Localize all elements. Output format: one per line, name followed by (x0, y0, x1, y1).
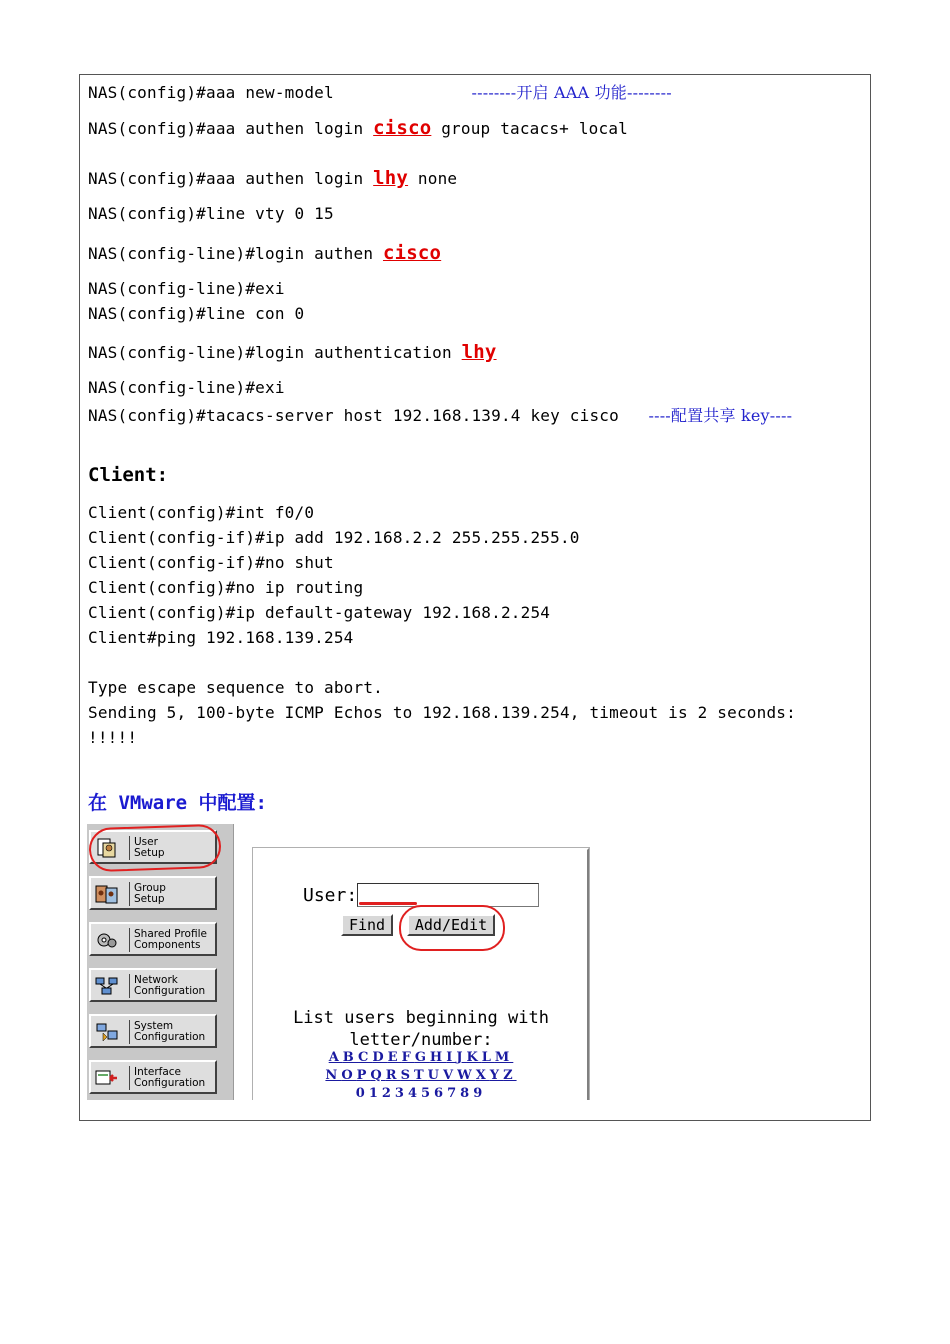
sidebar-label: Components (134, 939, 201, 951)
letter-link[interactable]: 5 (421, 1086, 435, 1100)
group-setup-button[interactable] (89, 876, 217, 910)
letter-link[interactable]: B (342, 1050, 359, 1065)
client-line: Client(config)#int f0/0 (88, 503, 315, 522)
letter-link[interactable]: D (372, 1050, 388, 1065)
letter-link[interactable]: Q (370, 1068, 386, 1083)
nas-line-7: NAS(config)#line con 0 (88, 304, 305, 323)
interface-configuration-button[interactable] (89, 1060, 217, 1094)
nas-line-10: NAS(config)#tacacs-server host 192.168.139.4 key cisco ----配置共享 key---- (88, 406, 793, 425)
aaa-note: --------开启 AAA 功能-------- (471, 83, 672, 102)
letter-link[interactable]: 7 (447, 1086, 461, 1100)
user-label: User: (303, 885, 358, 906)
client-line: Client#ping 192.168.139.254 (88, 628, 354, 647)
annotation-stroke (359, 902, 417, 905)
nas-line-2: NAS(config)#aaa authen login cisco group tacacs+ local (88, 117, 629, 139)
list-users-title: List users beginning with (293, 1008, 549, 1028)
letter-link[interactable]: K (466, 1050, 482, 1065)
nas-line-8: NAS(config-line)#login authentication lhy (88, 341, 497, 363)
ping-output: Type escape sequence to abort. (88, 678, 383, 697)
letter-link[interactable]: M (494, 1050, 514, 1065)
nas-line-4: NAS(config)#line vty 0 15 (88, 204, 334, 223)
highlight-lhy: lhy (373, 167, 409, 189)
client-line: Client(config)#ip default-gateway 192.168.2.254 (88, 603, 551, 622)
letter-link[interactable]: T (413, 1068, 428, 1083)
network-icon (95, 975, 119, 997)
letter-link[interactable]: L (481, 1050, 495, 1065)
ping-output: !!!!! (88, 728, 138, 747)
letter-links-row (255, 1050, 587, 1065)
separator (129, 1020, 130, 1044)
letter-link[interactable]: W (457, 1068, 476, 1083)
list-users-subtitle: letter/number: (349, 1030, 493, 1050)
shared-profile-icon (95, 929, 119, 951)
network-configuration-button[interactable] (89, 968, 217, 1002)
nas-line-1: NAS(config)#aaa new-model --------开启 AAA 功能-------- (88, 83, 672, 102)
group-setup-icon (95, 883, 119, 905)
nas-line-6: NAS(config-line)#exi (88, 279, 285, 298)
sidebar-label: Group (134, 882, 166, 894)
letter-link[interactable]: V (442, 1068, 458, 1083)
separator (129, 882, 130, 906)
letter-link[interactable]: Z (503, 1068, 517, 1083)
sidebar-label: Configuration (134, 985, 206, 997)
letter-link[interactable]: C (358, 1050, 373, 1065)
letter-link[interactable]: I (446, 1050, 457, 1065)
highlight-cisco: cisco (382, 242, 442, 264)
separator (129, 1066, 130, 1090)
sidebar-label: Setup (134, 893, 165, 905)
nas-line-3: NAS(config)#aaa authen login lhy none (88, 167, 458, 189)
acs-screenshot (87, 824, 590, 1100)
letter-link[interactable]: H (429, 1050, 447, 1065)
client-line: Client(config-if)#ip add 192.168.2.2 255.255.255.0 (88, 528, 580, 547)
add-edit-button[interactable]: Add/Edit (407, 914, 495, 936)
client-heading: Client: (88, 464, 169, 486)
interface-icon (95, 1067, 119, 1089)
sidebar-label: Network (134, 974, 178, 986)
letter-link[interactable]: 1 (368, 1086, 382, 1100)
letter-link[interactable]: 0 (355, 1086, 369, 1100)
sidebar-label: Interface (134, 1066, 182, 1078)
digit-links-row (255, 1086, 587, 1100)
nas-line-9: NAS(config-line)#exi (88, 378, 285, 397)
key-note: ----配置共享 key---- (648, 406, 793, 425)
letter-link[interactable]: 6 (434, 1086, 448, 1100)
annotation-circle-add-edit (399, 905, 505, 951)
letter-link[interactable]: 2 (381, 1086, 395, 1100)
ping-output: Sending 5, 100-byte ICMP Echos to 192.168.139.254, timeout is 2 seconds: (88, 703, 796, 722)
highlight-cisco: cisco (373, 117, 432, 139)
shared-profile-button[interactable] (89, 922, 217, 956)
system-icon (95, 1021, 119, 1043)
letter-link[interactable]: F (401, 1050, 415, 1065)
letter-link[interactable]: 8 (460, 1086, 474, 1100)
letter-link[interactable]: X (475, 1068, 490, 1083)
letter-link[interactable]: G (414, 1050, 430, 1065)
sidebar-label: Configuration (134, 1077, 206, 1089)
letter-link[interactable]: Y (489, 1068, 504, 1083)
separator (129, 928, 130, 952)
letter-link[interactable]: A (328, 1050, 343, 1065)
separator (129, 974, 130, 998)
letter-link[interactable]: R (385, 1068, 401, 1083)
letter-link[interactable]: 3 (394, 1086, 408, 1100)
letter-link[interactable]: S (400, 1068, 414, 1083)
letter-link[interactable]: O (341, 1068, 357, 1083)
sidebar-label: Shared Profile (134, 928, 207, 940)
system-configuration-button[interactable] (89, 1014, 217, 1048)
client-line: Client(config-if)#no shut (88, 553, 334, 572)
nas-line-5: NAS(config-line)#login authen cisco (88, 242, 442, 264)
find-button[interactable]: Find (341, 914, 393, 936)
letter-link[interactable]: 9 (473, 1086, 487, 1100)
letter-link[interactable]: 4 (407, 1086, 421, 1100)
sidebar-label: Setup (134, 847, 165, 859)
letter-link[interactable]: N (325, 1068, 342, 1083)
letter-link[interactable]: J (456, 1050, 467, 1065)
letter-link[interactable]: P (356, 1068, 371, 1083)
user-lookup-panel (253, 848, 589, 1100)
sidebar-label: User (134, 836, 158, 848)
annotation-circle-user-setup (88, 824, 221, 872)
client-line: Client(config)#no ip routing (88, 578, 364, 597)
letter-links-row (255, 1068, 587, 1083)
letter-link[interactable]: E (387, 1050, 402, 1065)
sidebar-label: System (134, 1020, 174, 1032)
highlight-lhy: lhy (461, 341, 497, 363)
vmware-heading: 在 VMware 中配置: (88, 792, 267, 814)
letter-link[interactable]: U (427, 1068, 443, 1083)
sidebar-label: Configuration (134, 1031, 206, 1043)
